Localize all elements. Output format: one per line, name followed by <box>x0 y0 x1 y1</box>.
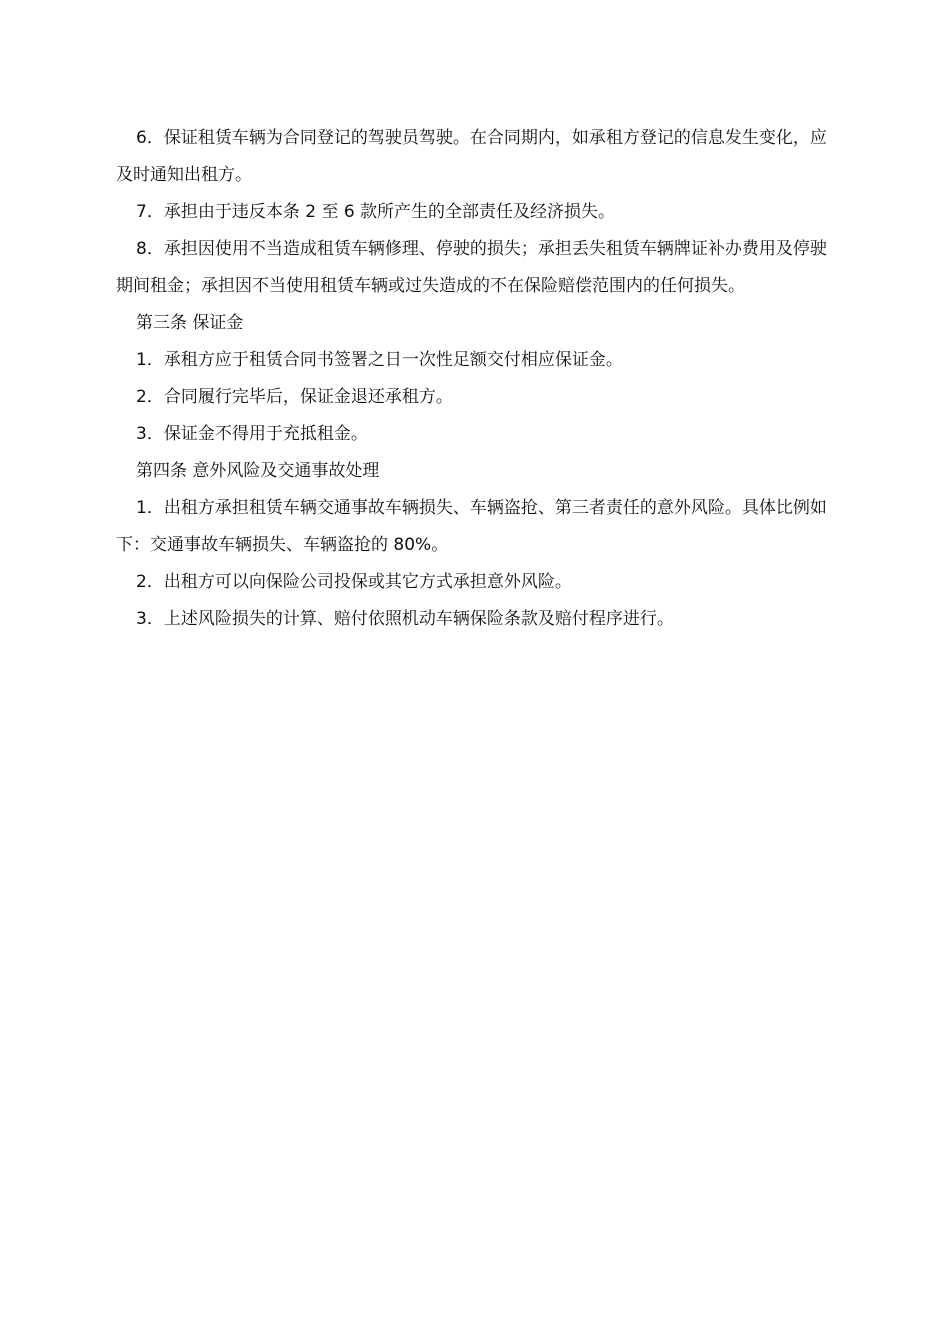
clause-4-heading: 第四条 意外风险及交通事故处理 <box>136 461 380 481</box>
clause-4-item-3: 3．上述风险损失的计算、赔付依照机动车辆保险条款及赔付程序进行。 <box>136 609 674 629</box>
clause-4-item-1: 1．出租方承担租赁车辆交通事故车辆损失、车辆盗抢、第三者责任的意外风险。具体比例如下：交通事故车辆损失、车辆盗抢的 80%。 <box>116 498 827 555</box>
clause-4-item-2: 2．出租方可以向保险公司投保或其它方式承担意外风险。 <box>136 572 572 592</box>
clause-3-item-3: 3．保证金不得用于充抵租金。 <box>136 424 368 444</box>
clause-2-item-6: 6．保证租赁车辆为合同登记的驾驶员驾驶。在合同期内，如承租方登记的信息发生变化，应及时通知出租方。 <box>116 128 827 185</box>
clause-3-heading: 第三条 保证金 <box>136 313 244 333</box>
clause-3-item-2: 2．合同履行完毕后，保证金退还承租方。 <box>136 387 453 407</box>
clause-2-item-8: 8．承担因使用不当造成租赁车辆修理、停驶的损失；承担丢失租赁车辆牌证补办费用及停驶期间租金；承担因不当使用租赁车辆或过失造成的不在保险赔偿范围内的任何损失。 <box>116 239 827 296</box>
document-body <box>116 120 836 638</box>
clause-2-item-7: 7．承担由于违反本条 2 至 6 款所产生的全部责任及经济损失。 <box>136 202 616 222</box>
clause-3-item-1: 1．承租方应于租赁合同书签署之日一次性足额交付相应保证金。 <box>136 350 623 370</box>
